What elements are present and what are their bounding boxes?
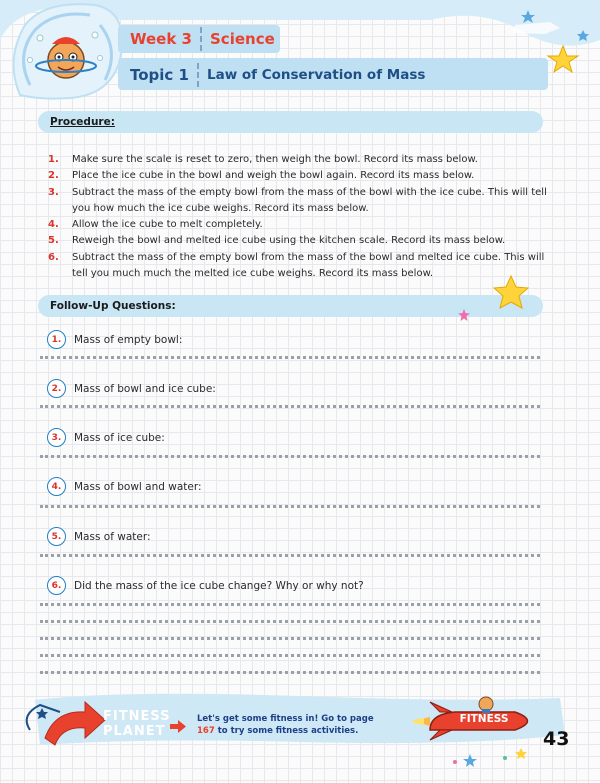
answer-line[interactable] xyxy=(40,603,540,606)
step-number: 2. xyxy=(48,170,59,182)
step-text: Make sure the scale is reset to zero, then weigh the bowl. Record its mass below. xyxy=(72,154,478,165)
question-5 xyxy=(47,527,151,546)
answer-line[interactable] xyxy=(40,620,540,623)
question-number: 5. xyxy=(47,527,66,546)
procedure-title: Procedure: xyxy=(50,116,115,128)
answer-line[interactable] xyxy=(40,356,540,359)
question-text: Mass of water: xyxy=(74,530,151,543)
question-2 xyxy=(47,379,216,398)
question-4 xyxy=(47,477,202,496)
answer-line[interactable] xyxy=(40,455,540,458)
step-number: 5. xyxy=(48,235,59,247)
small-star-icon xyxy=(458,309,470,321)
question-number: 1. xyxy=(47,330,66,349)
topic-banner xyxy=(118,60,425,90)
step-number: 6. xyxy=(48,251,59,263)
followup-title: Follow-Up Questions: xyxy=(50,300,176,312)
question-number: 4. xyxy=(47,477,66,496)
answer-line[interactable] xyxy=(40,554,540,557)
banner-divider xyxy=(200,27,202,51)
fitness-page-ref: 167 xyxy=(197,726,215,736)
question-6 xyxy=(47,576,364,595)
question-3 xyxy=(47,428,165,447)
week-subject-banner xyxy=(118,25,275,53)
step-number: 4. xyxy=(48,219,59,231)
procedure-step xyxy=(48,168,548,184)
procedure-steps xyxy=(48,152,548,282)
fitness-planet-line1: FITNESS xyxy=(103,709,171,724)
star-icon xyxy=(492,274,530,310)
step-text: Subtract the mass of the empty bowl from the mass of the bowl and melted ice cube. This will tell you much much the melted ice cube weighs. Record its mass below. xyxy=(72,251,545,280)
answer-line[interactable] xyxy=(40,505,540,508)
subject-label: Science xyxy=(210,30,275,48)
fitness-planet-logo xyxy=(103,709,171,739)
question-text: Did the mass of the ice cube change? Why or why not? xyxy=(74,579,364,592)
question-text: Mass of bowl and water: xyxy=(74,480,202,493)
topic-number: Topic 1 xyxy=(130,66,189,84)
fitness-desc-line1: Let's get some fitness in! Go to page xyxy=(197,714,374,724)
procedure-step xyxy=(48,152,548,168)
procedure-step xyxy=(48,233,548,249)
fitness-desc-line2: to try some fitness activities. xyxy=(214,726,359,736)
question-number: 2. xyxy=(47,379,66,398)
question-1 xyxy=(47,330,182,349)
step-text: Place the ice cube in the bowl and weigh the bowl again. Record its mass below. xyxy=(72,170,475,182)
step-text: Reweigh the bowl and melted ice cube using the kitchen scale. Record its mass below. xyxy=(72,235,506,247)
question-number: 6. xyxy=(47,576,66,595)
procedure-step xyxy=(48,217,548,233)
question-text: Mass of empty bowl: xyxy=(74,333,183,346)
step-number: 3. xyxy=(48,186,59,198)
step-number: 1. xyxy=(48,154,59,165)
procedure-step xyxy=(48,185,548,218)
fitness-planet-line2: PLANET xyxy=(103,724,166,739)
step-text: Allow the ice cube to melt completely. xyxy=(72,219,263,231)
answer-line[interactable] xyxy=(40,637,540,640)
answer-line[interactable] xyxy=(40,671,540,674)
procedure-step xyxy=(48,250,548,283)
topic-title: Law of Conservation of Mass xyxy=(206,67,426,83)
answer-line[interactable] xyxy=(40,654,540,657)
question-number: 3. xyxy=(47,428,66,447)
page-number: 43 xyxy=(543,728,570,750)
week-label: Week 3 xyxy=(130,30,192,48)
step-text: Subtract the mass of the empty bowl from the mass of the bowl with the ice cube. This will tell you how much the ice cube weighs. Record its mass below. xyxy=(72,186,547,214)
question-text: Mass of ice cube: xyxy=(74,431,165,444)
banner-divider xyxy=(197,63,199,87)
answer-line[interactable] xyxy=(40,405,540,408)
question-text: Mass of bowl and ice cube: xyxy=(74,382,216,395)
procedure-header xyxy=(38,111,543,133)
fitness-description xyxy=(197,713,397,737)
rocket-label: FITNESS xyxy=(459,713,509,725)
